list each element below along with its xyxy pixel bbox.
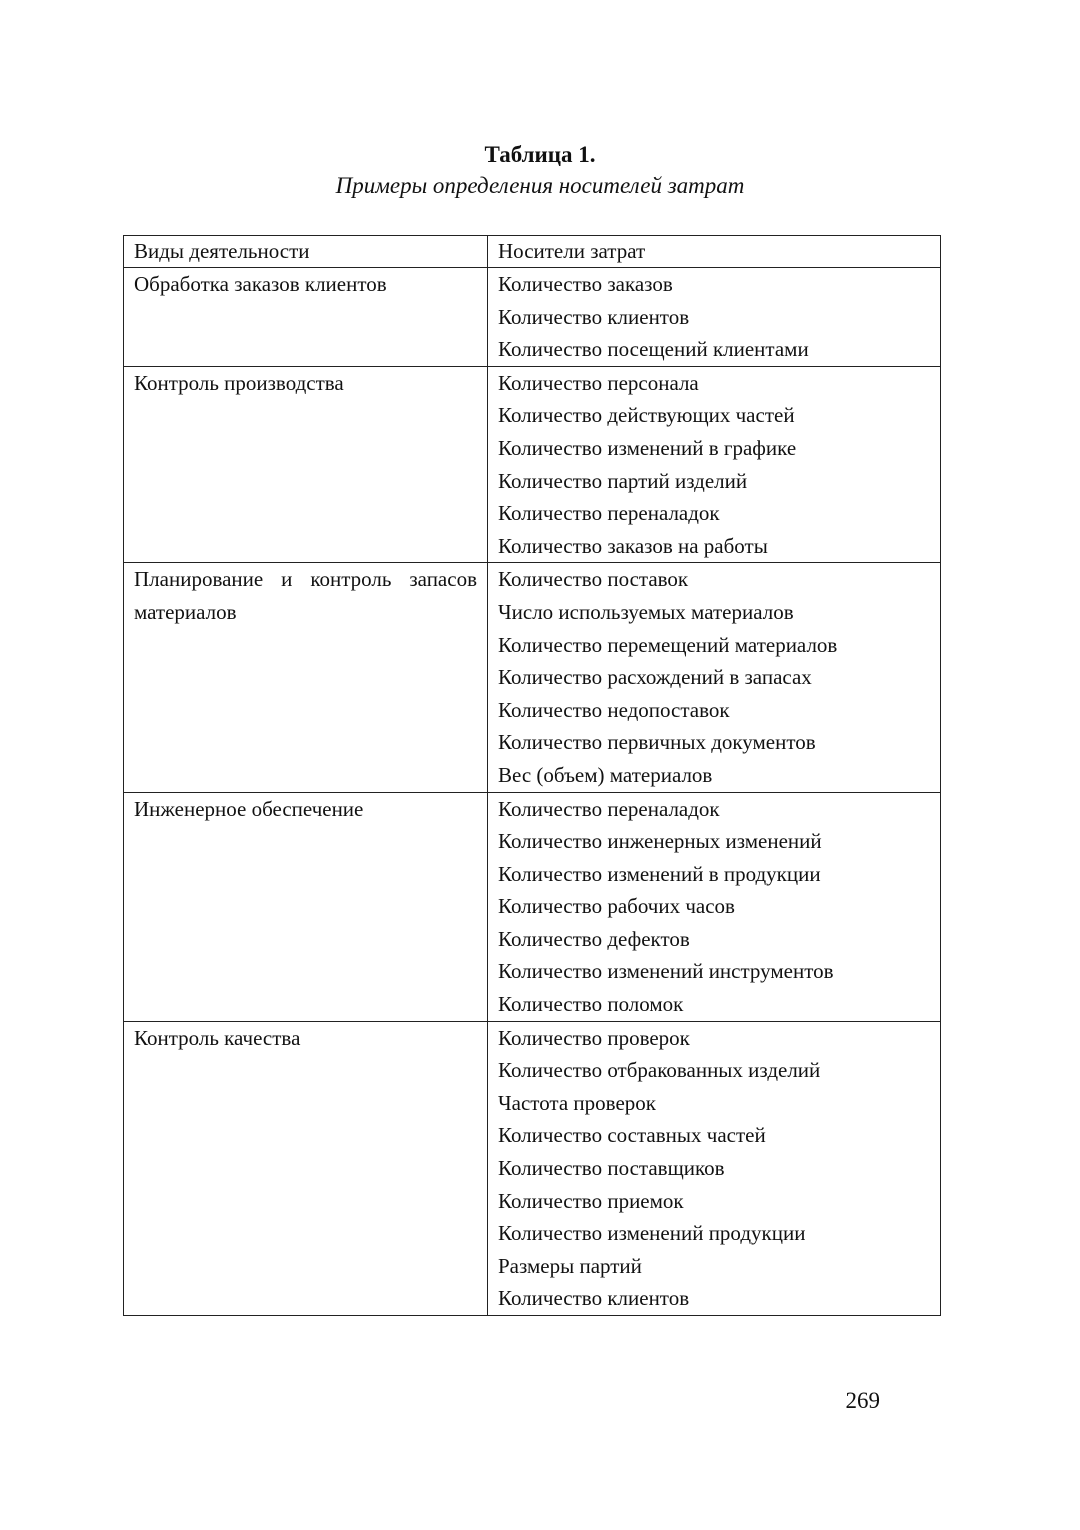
cost-carrier-item: Количество недопоставок (498, 697, 730, 722)
activity-cell: Контроль производства (124, 366, 488, 563)
cost-carrier-item: Частота проверок (498, 1090, 656, 1115)
cost-carrier-item: Количество первичных документов (498, 730, 816, 755)
cost-carrier-item: Количество поставок (498, 567, 689, 592)
cost-carrier-item: Число используемых материалов (498, 599, 794, 624)
table-header-row (124, 236, 941, 268)
carriers-cell (488, 268, 941, 367)
activity-cell: Инженерное обеспечение (124, 792, 488, 1021)
cost-carrier-item: Количество проверок (498, 1025, 690, 1050)
activity-cell: Контроль качества (124, 1021, 488, 1315)
cost-carrier-item: Количество заказов на работы (498, 533, 768, 558)
carriers-cell (488, 366, 941, 563)
cost-carrier-item: Количество изменений в графике (498, 435, 797, 460)
cost-carrier-item: Количество заказов (498, 272, 673, 296)
cost-carrier-item: Количество поставщиков (498, 1156, 725, 1181)
activity-cell: Планирование и контроль запасов материалов (124, 563, 488, 792)
cost-carrier-item: Количество инженерных изменений (498, 829, 822, 854)
table-caption-subtitle: Примеры определения носителей затрат (335, 173, 745, 198)
table-row (124, 1021, 941, 1315)
cost-carrier-item: Количество составных частей (498, 1123, 766, 1148)
activity-cell: Обработка заказов клиентов (124, 268, 488, 367)
cost-carrier-item: Количество расхождений в запасах (498, 665, 812, 690)
cost-carrier-item: Количество рабочих часов (498, 894, 735, 919)
cost-carrier-item: Количество перемещений материалов (498, 632, 838, 657)
cost-carrier-item: Размеры партий (498, 1253, 642, 1278)
cost-carrier-item: Количество отбракованных изделий (498, 1058, 821, 1083)
table-row (124, 268, 941, 367)
cost-carriers-table (123, 235, 941, 1316)
cost-carrier-item: Количество поломок (498, 992, 684, 1017)
carriers-cell (488, 1021, 941, 1315)
cost-carrier-item: Количество персонала (498, 370, 699, 395)
table-body (124, 236, 941, 1316)
table-row (124, 366, 941, 563)
cost-carrier-item: Количество клиентов (498, 304, 690, 329)
cost-carrier-item: Количество изменений инструментов (498, 959, 834, 984)
cost-carrier-item: Количество изменений продукции (498, 1221, 806, 1246)
cost-carrier-item: Количество партий изделий (498, 468, 748, 493)
table-caption-title: Таблица 1. (484, 142, 596, 167)
carriers-cell (488, 563, 941, 792)
carriers-cell (488, 792, 941, 1021)
header-cost-carriers: Носители затрат (488, 236, 941, 268)
cost-carrier-item: Количество дефектов (498, 926, 690, 951)
page-number: 269 (845, 1388, 880, 1413)
cost-carrier-item: Количество действующих частей (498, 403, 795, 428)
table-row (124, 563, 941, 792)
cost-carrier-item: Количество переналадок (498, 796, 720, 821)
header-activities: Виды деятельности (124, 236, 488, 268)
cost-carrier-item: Количество посещений клиентами (498, 337, 809, 362)
cost-carrier-item: Вес (объем) материалов (498, 762, 713, 787)
cost-carrier-item: Количество переналадок (498, 501, 720, 526)
cost-carrier-item: Количество клиентов (498, 1286, 690, 1311)
table-row (124, 792, 941, 1021)
cost-carrier-item: Количество изменений в продукции (498, 861, 821, 886)
cost-carrier-item: Количество приемок (498, 1188, 684, 1213)
